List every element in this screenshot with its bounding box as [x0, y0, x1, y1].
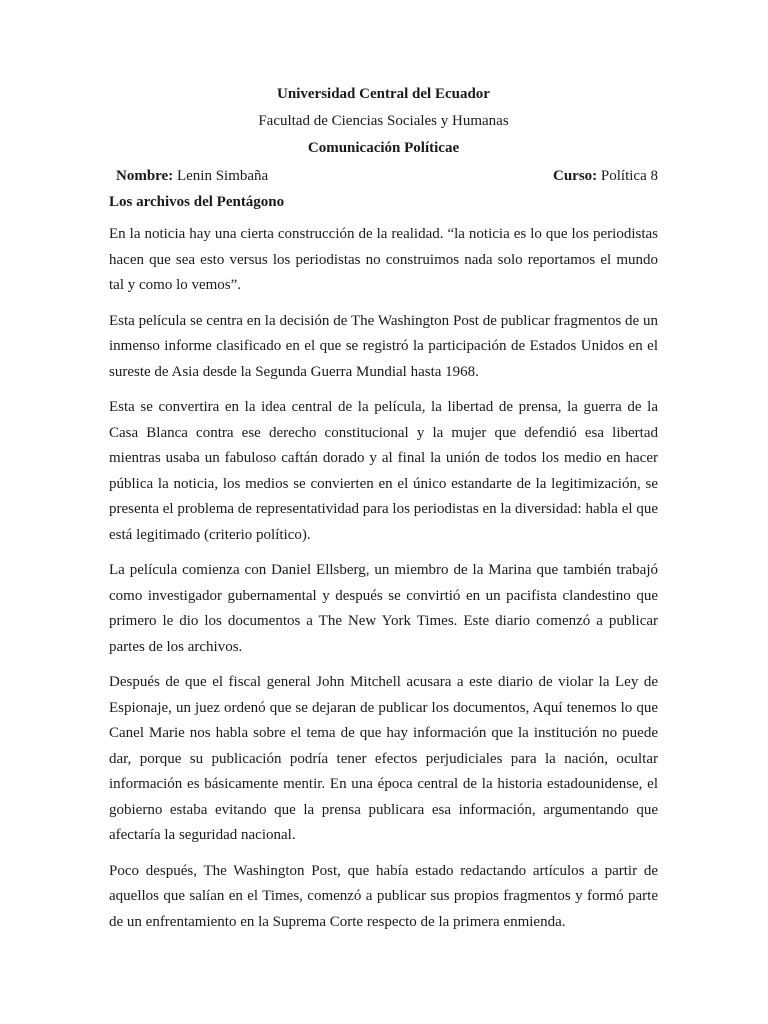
- course-title: Comunicación Políticae: [307, 140, 460, 156]
- student-name: [116, 166, 268, 186]
- student-info-row: [109, 166, 658, 186]
- course-label: Curso:: [553, 168, 598, 184]
- student-course: [553, 166, 658, 186]
- paragraph: Después de que el fiscal general John Mitchell acusara a este diario de violar la Ley de Espionaje, un juez ordenó que se dejaran de publicar los documentos, Aquí tenemos lo que Canel Marie nos habla sobre el tema de que hay información que la institución no puede dar, porque su publicación podría tener efectos perjudiciales para la nación, ocultar información es básicamente mentir. En una época central de la historia estadounidense, el gobierno estaba evitando que la prensa publicara esa información, argumentando que afectaría la seguridad nacional.: [109, 674, 658, 843]
- paragraph: Esta película se centra en la decisión de The Washington Post de publicar fragmentos de un inmenso informe clasificado en el que se registró la participación de Estados Unidos en el sureste de Asia desde la Segunda Guerra Mundial hasta 1968.: [109, 312, 658, 380]
- document-page: [109, 84, 658, 945]
- university-title: Universidad Central del Ecuador: [277, 86, 490, 102]
- paragraph: La película comienza con Daniel Ellsberg, un miembro de la Marina que también trabajó como investigador gubernamental y después se convirtió en un pacifista clandestino que primero le dio los documentos a The New York Times. Este diario comenzó a publicar partes de los archivos.: [109, 562, 658, 655]
- paragraph: Poco después, The Washington Post, que había estado redactando artículos a partir de aquellos que salían en el Times, comenzó a publicar sus propios fragmentos y formó parte de un enfrentamiento en la Suprema Corte respecto de la primera enmienda.: [109, 862, 658, 930]
- name-value: Lenin Simbaña: [173, 168, 269, 184]
- paragraph: Esta se convertira en la idea central de la película, la libertad de prensa, la guerra de la Casa Blanca contra ese derecho constitucional y la mujer que defendió esa libertad mientras usaba un fabuloso caftán dorado y al final la unión de todos los medio en hacer pública la noticia, los medios se convierten en el único estandarte de la legitimización, se presenta el problema de representatividad para los periodistas en la diversidad: habla el que está legitimado (criterio político).: [109, 399, 658, 543]
- paragraph: En la noticia hay una cierta construcción de la realidad. “la noticia es lo que los periodistas hacen que sea esto versus los periodistas no construimos nada solo reportamos el mundo tal y como lo vemos”.: [109, 226, 658, 293]
- faculty-subtitle: Facultad de Ciencias Sociales y Humanas: [258, 113, 509, 129]
- course-value: Política 8: [597, 168, 658, 184]
- name-label: Nombre:: [116, 168, 174, 184]
- section-heading: Los archivos del Pentágono: [109, 194, 285, 210]
